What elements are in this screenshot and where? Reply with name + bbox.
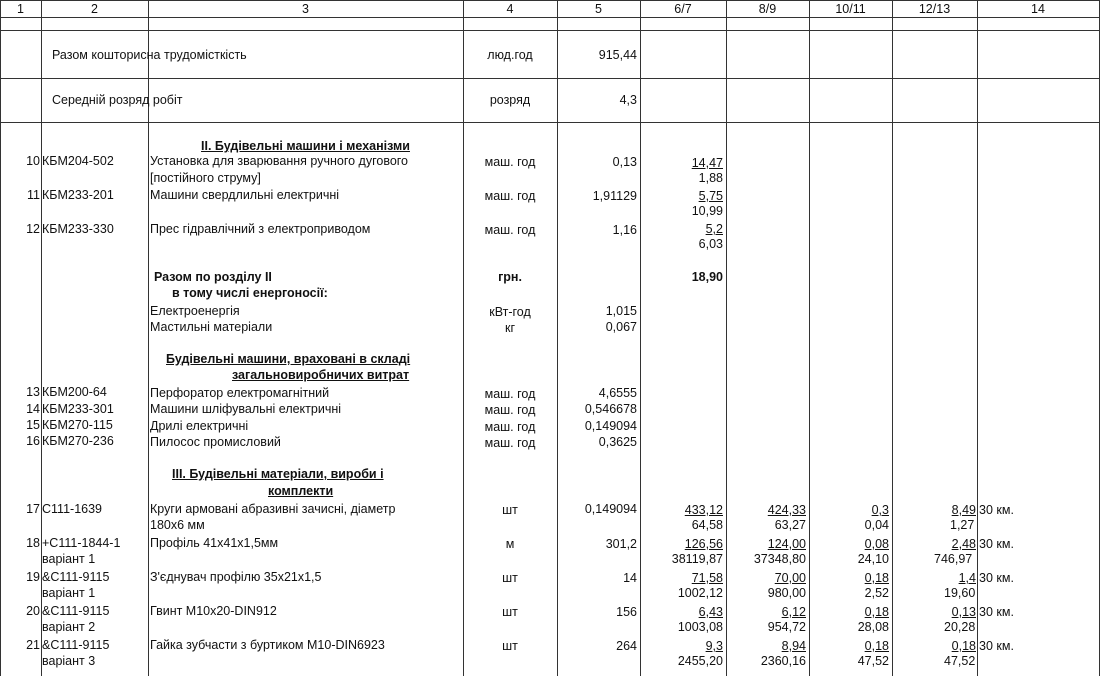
summary-unit: розряд xyxy=(489,93,531,107)
header-cell-5: 5 xyxy=(595,2,602,16)
row-unit: маш. год xyxy=(484,189,536,203)
price-cell: 0,3 xyxy=(871,503,889,517)
price-cell: 124,00 xyxy=(767,537,806,551)
distance-cell: 30 км. xyxy=(979,639,1014,653)
row-number: 20 xyxy=(26,604,40,618)
price-cell: 1,4 xyxy=(958,571,976,585)
price-cell: 6,43 xyxy=(698,605,723,619)
row-code: &С111-9115 xyxy=(42,604,110,618)
header-cell-2: 2 xyxy=(91,2,98,16)
row-number: 19 xyxy=(26,570,40,584)
price-cell: 71,58 xyxy=(691,571,723,585)
row-number: 21 xyxy=(26,638,40,652)
row-qty: 0,546678 xyxy=(584,402,637,416)
energy-unit: кВт-год xyxy=(489,305,531,319)
section-title: ІІ. Будівельні машини і механізми xyxy=(201,139,410,153)
section-total-label: Разом по розділу II xyxy=(154,270,272,284)
row-variant: варіант 1 xyxy=(42,586,96,600)
price-cell: 14,47 xyxy=(691,156,723,170)
cost-cell: 19,60 xyxy=(944,586,976,600)
distance-cell: 30 км. xyxy=(979,571,1014,585)
row-unit: маш. год xyxy=(484,223,536,237)
distance-cell: 30 км. xyxy=(979,503,1014,517)
price-cell: 424,33 xyxy=(767,503,806,517)
row-qty: 0,13 xyxy=(612,155,637,169)
row-number: 18 xyxy=(26,536,40,550)
row-qty: 301,2 xyxy=(605,537,637,551)
section-title: ІІІ. Будівельні матеріали, вироби і xyxy=(172,467,384,481)
cost-cell: 38119,87 xyxy=(671,552,723,566)
cost-cell: 37348,80 xyxy=(753,552,806,566)
row-number: 13 xyxy=(26,385,40,399)
header-cell-1: 1 xyxy=(17,2,24,16)
cost-cell: 28,08 xyxy=(857,620,889,634)
cost-cell: 2,52 xyxy=(864,586,889,600)
price-cell: 70,00 xyxy=(774,571,806,585)
price-cell: 0,08 xyxy=(864,537,889,551)
row-code: КБМ233-301 xyxy=(42,402,114,416)
cost-cell: 2360,16 xyxy=(760,654,806,668)
energy-name: Мастильні матеріали xyxy=(150,320,273,334)
grid-line xyxy=(0,0,1100,1)
row-unit: шт xyxy=(502,605,518,619)
cost-cell: 64,58 xyxy=(691,518,723,532)
row-code: +С111-1844-1 xyxy=(42,536,121,550)
price-cell: 2,48 xyxy=(951,537,976,551)
row-qty: 0,149094 xyxy=(584,502,637,516)
row-unit: шт xyxy=(502,571,518,585)
cost-cell: 0,04 xyxy=(864,518,889,532)
energy-qty: 1,015 xyxy=(605,304,637,318)
price-cell: 0,13 xyxy=(951,605,976,619)
section-title: комплекти xyxy=(268,484,334,498)
row-name: Прес гідравлічний з електроприводом xyxy=(150,222,371,236)
price-cell: 9,3 xyxy=(705,639,723,653)
cost-cell: 47,52 xyxy=(857,654,889,668)
row-name: Круги армовані абразивні зачисні, діаметр xyxy=(150,502,396,516)
header-cell-6-7: 6/7 xyxy=(674,2,692,16)
summary-label: Разом кошторисна трудомісткість xyxy=(52,48,247,62)
cost-cell: 1,27 xyxy=(950,518,975,532)
price-cell: 126,56 xyxy=(684,537,723,551)
row-qty: 156 xyxy=(616,605,637,619)
grid-line xyxy=(0,17,1100,18)
cost-cell: 24,10 xyxy=(857,552,889,566)
grid-line xyxy=(0,30,1100,31)
row-qty: 264 xyxy=(616,639,637,653)
price-cell: 6,12 xyxy=(781,605,806,619)
energy-unit: кг xyxy=(504,321,516,335)
price-cell: 433,12 xyxy=(684,503,723,517)
row-name: Гайка зубчасти з буртиком М10-DIN6923 xyxy=(150,638,385,652)
row-code: С111-1639 xyxy=(42,502,102,516)
row-number: 11 xyxy=(27,188,40,202)
row-code: КБМ204-502 xyxy=(42,154,114,168)
subsection-title: Будівельні машини, враховані в складі xyxy=(166,352,411,366)
header-cell-3: 3 xyxy=(302,2,309,16)
row-name: Профіль 41х41х1,5мм xyxy=(150,536,279,550)
row-qty: 1,91129 xyxy=(592,189,637,203)
row-name: Пилосос промисловий xyxy=(150,435,281,449)
row-variant: варіант 1 xyxy=(42,552,96,566)
row-qty: 0,149094 xyxy=(584,419,637,433)
row-name: Машини свердлильні електричні xyxy=(150,188,340,202)
row-name: З'єднувач профілю 35х21х1,5 xyxy=(150,570,322,584)
row-unit: маш. год xyxy=(484,436,536,450)
cost-cell: 20,28 xyxy=(944,620,976,634)
row-code: &С111-9115 xyxy=(42,570,110,584)
price-cell: 0,18 xyxy=(864,571,889,585)
cost-cell: 2455,20 xyxy=(677,654,723,668)
grid-line xyxy=(977,0,978,676)
header-cell-12-13: 12/13 xyxy=(918,2,951,16)
price-cell: 0,18 xyxy=(864,605,889,619)
row-name: Машини шліфувальні електричні xyxy=(150,402,342,416)
row-qty: 14 xyxy=(623,571,637,585)
row-unit: м xyxy=(505,537,515,551)
row-unit: шт xyxy=(502,639,518,653)
price-cell: 0,18 xyxy=(864,639,889,653)
price-cell: 5,2 xyxy=(705,222,723,236)
row-unit: шт xyxy=(502,503,518,517)
energy-sublabel: в тому числі енергоносії: xyxy=(172,286,328,300)
cost-cell: 6,03 xyxy=(698,237,723,251)
summary-label: Середній розряд робіт xyxy=(52,93,183,107)
row-code: КБМ270-115 xyxy=(42,418,113,432)
cost-cell: 1003,08 xyxy=(677,620,723,634)
header-cell-4: 4 xyxy=(506,2,514,16)
summary-value: 4,3 xyxy=(619,93,637,107)
section-total-value: 18,90 xyxy=(691,270,723,284)
header-cell-8-9: 8/9 xyxy=(758,2,777,16)
row-name: Установка для зварювання ручного дугового xyxy=(150,154,409,168)
row-code: КБМ270-236 xyxy=(42,434,114,448)
cost-cell: 980,00 xyxy=(767,586,806,600)
row-number: 14 xyxy=(26,402,40,416)
row-variant: варіант 3 xyxy=(42,654,96,668)
row-number: 15 xyxy=(26,418,40,432)
row-name: [постійного струму] xyxy=(150,171,261,185)
row-name: Дрилі електричні xyxy=(150,419,249,433)
header-cell-10-11: 10/11 xyxy=(835,2,866,16)
row-unit: маш. год xyxy=(484,420,536,434)
row-qty: 1,16 xyxy=(612,223,637,237)
header-cell-14: 14 xyxy=(1031,2,1045,16)
cost-cell: 63,27 xyxy=(774,518,806,532)
grid-line xyxy=(0,78,1100,79)
energy-qty: 0,067 xyxy=(605,320,637,334)
price-cell: 8,94 xyxy=(781,639,806,653)
price-cell: 5,75 xyxy=(698,189,723,203)
cost-cell: 1002,12 xyxy=(677,586,723,600)
row-qty: 0,3625 xyxy=(598,435,637,449)
row-code: КБМ200-64 xyxy=(42,385,107,399)
distance-cell: 30 км. xyxy=(979,537,1014,551)
row-qty: 4,6555 xyxy=(598,386,637,400)
distance-cell: 30 км. xyxy=(979,605,1014,619)
row-number: 10 xyxy=(26,154,40,168)
row-name: Гвинт М10х20-DIN912 xyxy=(150,604,277,618)
grid-line xyxy=(0,122,1100,123)
energy-name: Електроенергія xyxy=(150,304,240,318)
summary-value: 915,44 xyxy=(598,48,637,62)
row-number: 12 xyxy=(26,222,40,236)
row-number: 17 xyxy=(26,502,40,516)
row-code: КБМ233-330 xyxy=(42,222,114,236)
row-variant: варіант 2 xyxy=(42,620,96,634)
row-name: 180х6 мм xyxy=(150,518,205,532)
row-unit: маш. год xyxy=(484,403,536,417)
row-number: 16 xyxy=(26,434,40,448)
cost-cell: 10,99 xyxy=(691,204,723,218)
cost-cell: 47,52 xyxy=(944,654,976,668)
cost-cell: 746,97 xyxy=(934,552,973,566)
price-cell: 8,49 xyxy=(951,503,976,517)
price-cell: 0,18 xyxy=(951,639,976,653)
row-code: &С111-9115 xyxy=(42,638,110,652)
cost-cell: 1,88 xyxy=(698,171,723,185)
summary-unit: люд.год xyxy=(487,48,533,62)
subsection-title: загальновиробничих витрат xyxy=(232,368,410,382)
section-total-unit: грн. xyxy=(498,270,522,284)
row-code: КБМ233-201 xyxy=(42,188,114,202)
row-unit: маш. год xyxy=(484,155,536,169)
cost-cell: 954,72 xyxy=(767,620,806,634)
row-unit: маш. год xyxy=(484,387,536,401)
row-name: Перфоратор електромагнітний xyxy=(150,386,330,400)
